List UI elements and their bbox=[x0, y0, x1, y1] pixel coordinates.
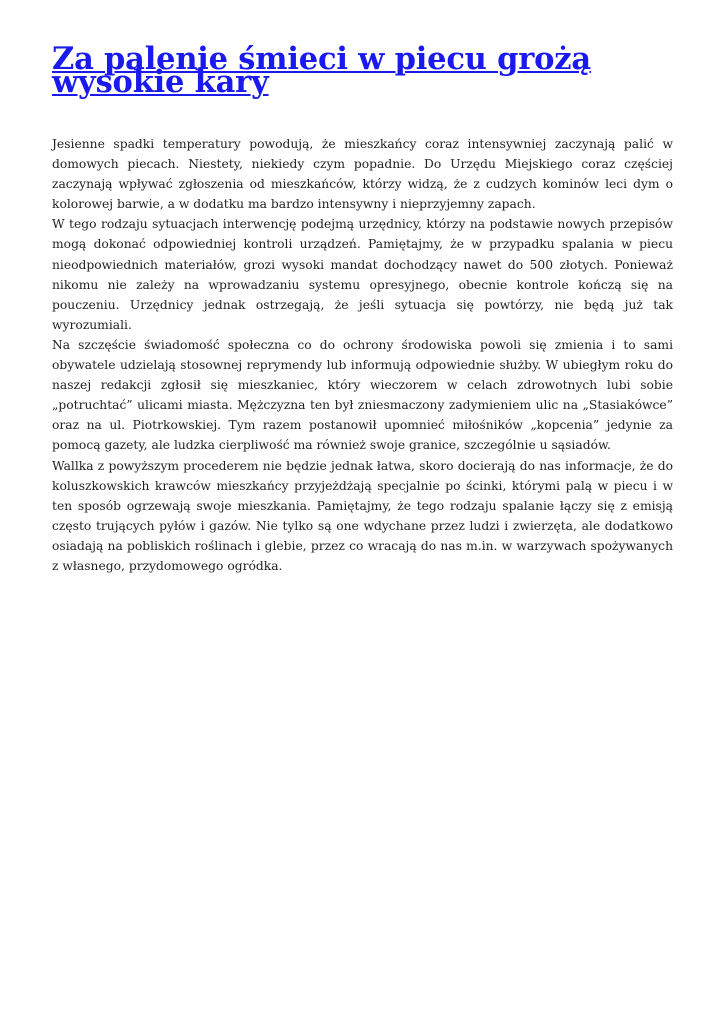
article-paragraph-2: W tego rodzaju sytuacjach interwencję podejmą urzędnicy, którzy na podstawie nowych przepisów mogą dokonać odpowiedniej kontroli urządzeń. Pamiętajmy, że w przypadku spalania w piecu nieodpowiednich materiałów, grozi wysoki mandat dochodzący nawet do 500 złotych. Ponieważ nikomu nie zależy na wprowadzaniu systemu opresyjnego, obecnie kontrole kończą się na pouczeniu. Urzędnicy jednak ostrzegają, że jeśli sytuacja się powtórzy, nie będą już tak wyrozumiali. bbox=[52, 217, 673, 332]
article-paragraph-4: Wallka z powyższym procederem nie będzie jednak łatwa, skoro docierają do nas informacje, że do koluszkowskich krawców mieszkańcy przyjeżdżają specjalnie po ścinki, którymi palą w piecu i w ten sposób ogrzewają swoje mieszkania. Pamiętajmy, że tego rodzaju spalanie łączy się z emisją często trujących pyłów i gazów. Nie tylko są one wdychane przez ludzi i zwierzęta, ale dodatkowo osiadają na pobliskich roślinach i glebie, przez co wracają do nas m.in. w warzywach spożywanych z własnego, przydomowego ogródka. bbox=[52, 458, 673, 573]
article bbox=[52, 41, 673, 576]
article-title bbox=[52, 41, 673, 100]
article-paragraph-3: Na szczęście świadomość społeczna co do ochrony środowiska powoli się zmienia i to sami obywatele udzielają stosownej reprymendy lub informują odpowiednie służby. W ubiegłym roku do naszej redakcji zgłosił się mieszkaniec, który wieczorem w celach zdrowotnych lubi sobie „potruchtać” ulicami miasta. Mężczyzna ten był zniesmaczony zadymieniem ulic na „Stasiakówce” oraz na ul. Piotrkowskiej. Tym razem postanowił upomnieć miłośników „kopcenia” jedynie za pomocą gazety, ale ludzka cierpliwość ma również swoje granice, szczególnie u sąsiadów. bbox=[52, 337, 673, 453]
article-body bbox=[52, 134, 673, 576]
article-paragraph-1: Jesienne spadki temperatury powodują, że mieszkańcy coraz intensywniej zaczynają palić w domowych piecach. Niestety, niekiedy czym popadnie. Do Urzędu Miejskiego coraz częściej zaczynają wpływać zgłoszenia od mieszkańców, którzy widzą, że z cudzych kominów leci dym o kolorowej barwie, a w dodatku ma bardzo intensywny i nieprzyjemny zapach. bbox=[52, 137, 673, 212]
article-title-link[interactable]: Za palenie śmieci w piecu grożą wysokie kary bbox=[52, 41, 591, 100]
